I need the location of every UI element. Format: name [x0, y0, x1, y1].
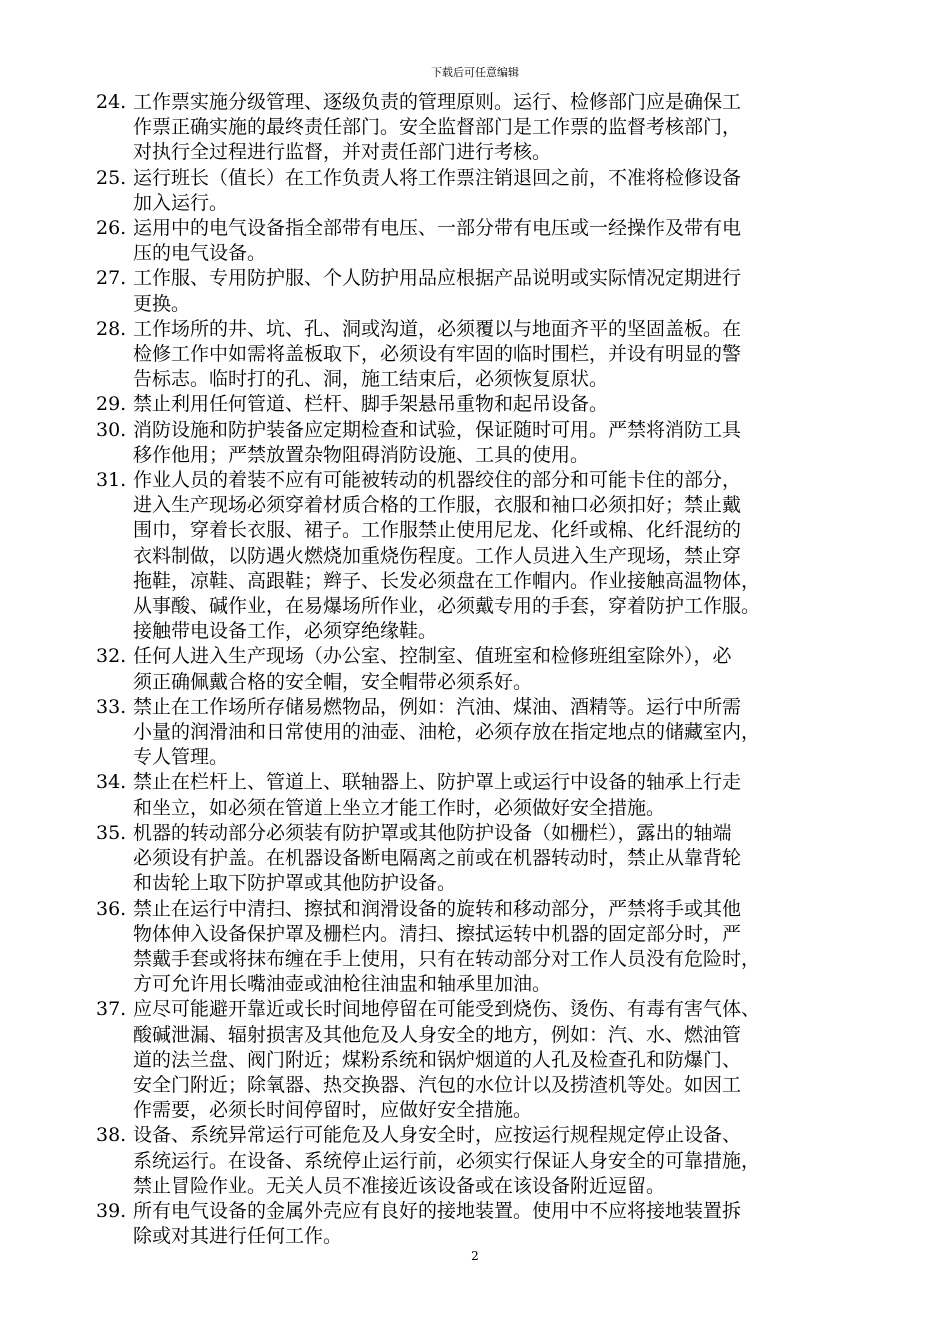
item-text: 机器的转动部分必须装有防护罩或其他防护设备（如栅栏），露出的轴端 必须设有护盖。在机器设备断电隔离之前或在机器转动时，禁止从靠背轮 和齿轮上取下防护罩或其他防护设备。	[133, 821, 742, 895]
item-number: 37.	[96, 998, 127, 1021]
item-number: 26.	[96, 217, 127, 240]
item-text: 运用中的电气设备指全部带有电压、一部分带有电压或一经操作及带有电 压的电气设备。	[133, 217, 742, 265]
item-number: 28.	[96, 317, 127, 340]
item-text: 应尽可能避开靠近或长时间地停留在可能受到烧伤、烫伤、有毒有害气体、 酸碱泄漏、辐射损害及其他危及人身安全的地方，例如：汽、水、燃油管 道的法兰盘、阀门附近；煤粉系统和锅炉烟道的人孔及检查孔和防爆门、 安全门附近；除氧器、热交换器、汽包的水位计以及捞渣机等处。如因工 作需要，必须长时间停留时，应做好安全措施。	[133, 998, 761, 1122]
list-item	[96, 90, 876, 166]
item-text: 工作票实施分级管理、逐级负责的管理原则。运行、检修部门应是确保工 作票正确实施的最终责任部门。安全监督部门是工作票的监督考核部门， 对执行全过程进行监督，并对责任部门进行考核。	[133, 91, 742, 164]
item-number: 29.	[96, 393, 127, 416]
list-item	[96, 897, 876, 998]
item-number: 30.	[96, 418, 127, 441]
item-text: 运行班长（值长）在工作负责人将工作票注销退回之前，不准将检修设备 加入运行。	[133, 166, 742, 214]
list-item	[96, 418, 876, 468]
list-item	[96, 997, 876, 1123]
list-item	[96, 695, 876, 771]
item-text: 作业人员的着装不应有可能被转动的机器绞住的部分和可能卡住的部分， 进入生产现场必须穿着材质合格的工作服，衣服和袖口必须扣好；禁止戴 围巾，穿着长衣服、裙子。工作服禁止使用尼龙、化纤或棉、化纤混纺的 衣料制做，以防遇火燃烧加重烧伤程度。工作人员进入生产现场，禁止穿 拖鞋，凉鞋、高跟鞋；辫子、长发必须盘在工作帽内。作业接触高温物体， 从事酸、碱作业，在易爆场所作业，必须戴专用的手套，穿着防护工作服。 接触带电设备工作，必须穿绝缘鞋。	[133, 469, 761, 643]
item-number: 25.	[96, 166, 127, 189]
item-text: 禁止利用任何管道、栏杆、脚手架悬吊重物和起吊设备。	[133, 393, 609, 416]
item-number: 36.	[96, 897, 127, 920]
page-header: 下载后可任意编辑	[431, 66, 519, 79]
item-text: 禁止在运行中清扫、擦拭和润滑设备的旋转和移动部分，严禁将手或其他 物体伸入设备保护罩及栅栏内。清扫、擦拭运转中机器的固定部分时，严 禁戴手套或将抹布缠在手上使用，只有在转动部分对工作人员没有危险时， 方可允许用长嘴油壶或油枪往油盅和轴承里加油。	[133, 897, 761, 996]
list-item	[96, 770, 876, 820]
item-number: 32.	[96, 645, 127, 668]
item-text: 禁止在栏杆上、管道上、联轴器上、防护罩上或运行中设备的轴承上行走 和坐立，如必须在管道上坐立才能工作时，必须做好安全措施。	[133, 771, 742, 819]
list-item	[96, 644, 876, 694]
item-text: 任何人进入生产现场（办公室、控制室、值班室和检修班组室除外），必 须正确佩戴合格的安全帽，安全帽带必须系好。	[133, 645, 732, 693]
list-item	[96, 1123, 876, 1199]
item-text: 工作服、专用防护服、个人防护用品应根据产品说明或实际情况定期进行 更换。	[133, 267, 742, 315]
item-number: 27.	[96, 267, 127, 290]
item-text: 工作场所的井、坑、孔、洞或沟道，必须覆以与地面齐平的坚固盖板。在 检修工作中如需将盖板取下，必须设有牢固的临时围栏，并设有明显的警 告标志。临时打的孔、洞，施工结束后，必须恢复原状。	[133, 317, 742, 391]
item-text: 消防设施和防护装备应定期检查和试验，保证随时可用。严禁将消防工具 移作他用；严禁放置杂物阻碍消防设施、工具的使用。	[133, 418, 742, 466]
list-item	[96, 821, 876, 897]
item-number: 35.	[96, 821, 127, 844]
item-text: 设备、系统异常运行可能危及人身安全时，应按运行规程规定停止设备、 系统运行。在设备、系统停止运行前，必须实行保证人身安全的可靠措施， 禁止冒险作业。无关人员不准接近该设备或在该设备附近逗留。	[133, 1124, 761, 1197]
list-item	[96, 216, 876, 266]
list-item	[96, 468, 876, 644]
list-item	[96, 1199, 876, 1249]
document-body	[96, 90, 876, 1249]
list-item	[96, 392, 876, 417]
item-number: 39.	[96, 1199, 127, 1222]
item-text: 所有电气设备的金属外壳应有良好的接地装置。使用中不应将接地装置拆 除或对其进行任何工作。	[133, 1199, 742, 1248]
list-item	[96, 317, 876, 393]
list-item	[96, 166, 876, 216]
list-item	[96, 266, 876, 316]
item-text: 禁止在工作场所存储易燃物品，例如：汽油、煤油、酒精等。运行中所需 小量的润滑油和日常使用的油壶、油枪，必须存放在指定地点的储藏室内， 专人管理。	[133, 695, 761, 769]
item-number: 33.	[96, 695, 127, 718]
page-number: 2	[471, 1249, 479, 1263]
item-number: 38.	[96, 1124, 127, 1147]
item-number: 24.	[96, 91, 127, 113]
item-number: 31.	[96, 469, 127, 492]
item-number: 34.	[96, 771, 127, 794]
